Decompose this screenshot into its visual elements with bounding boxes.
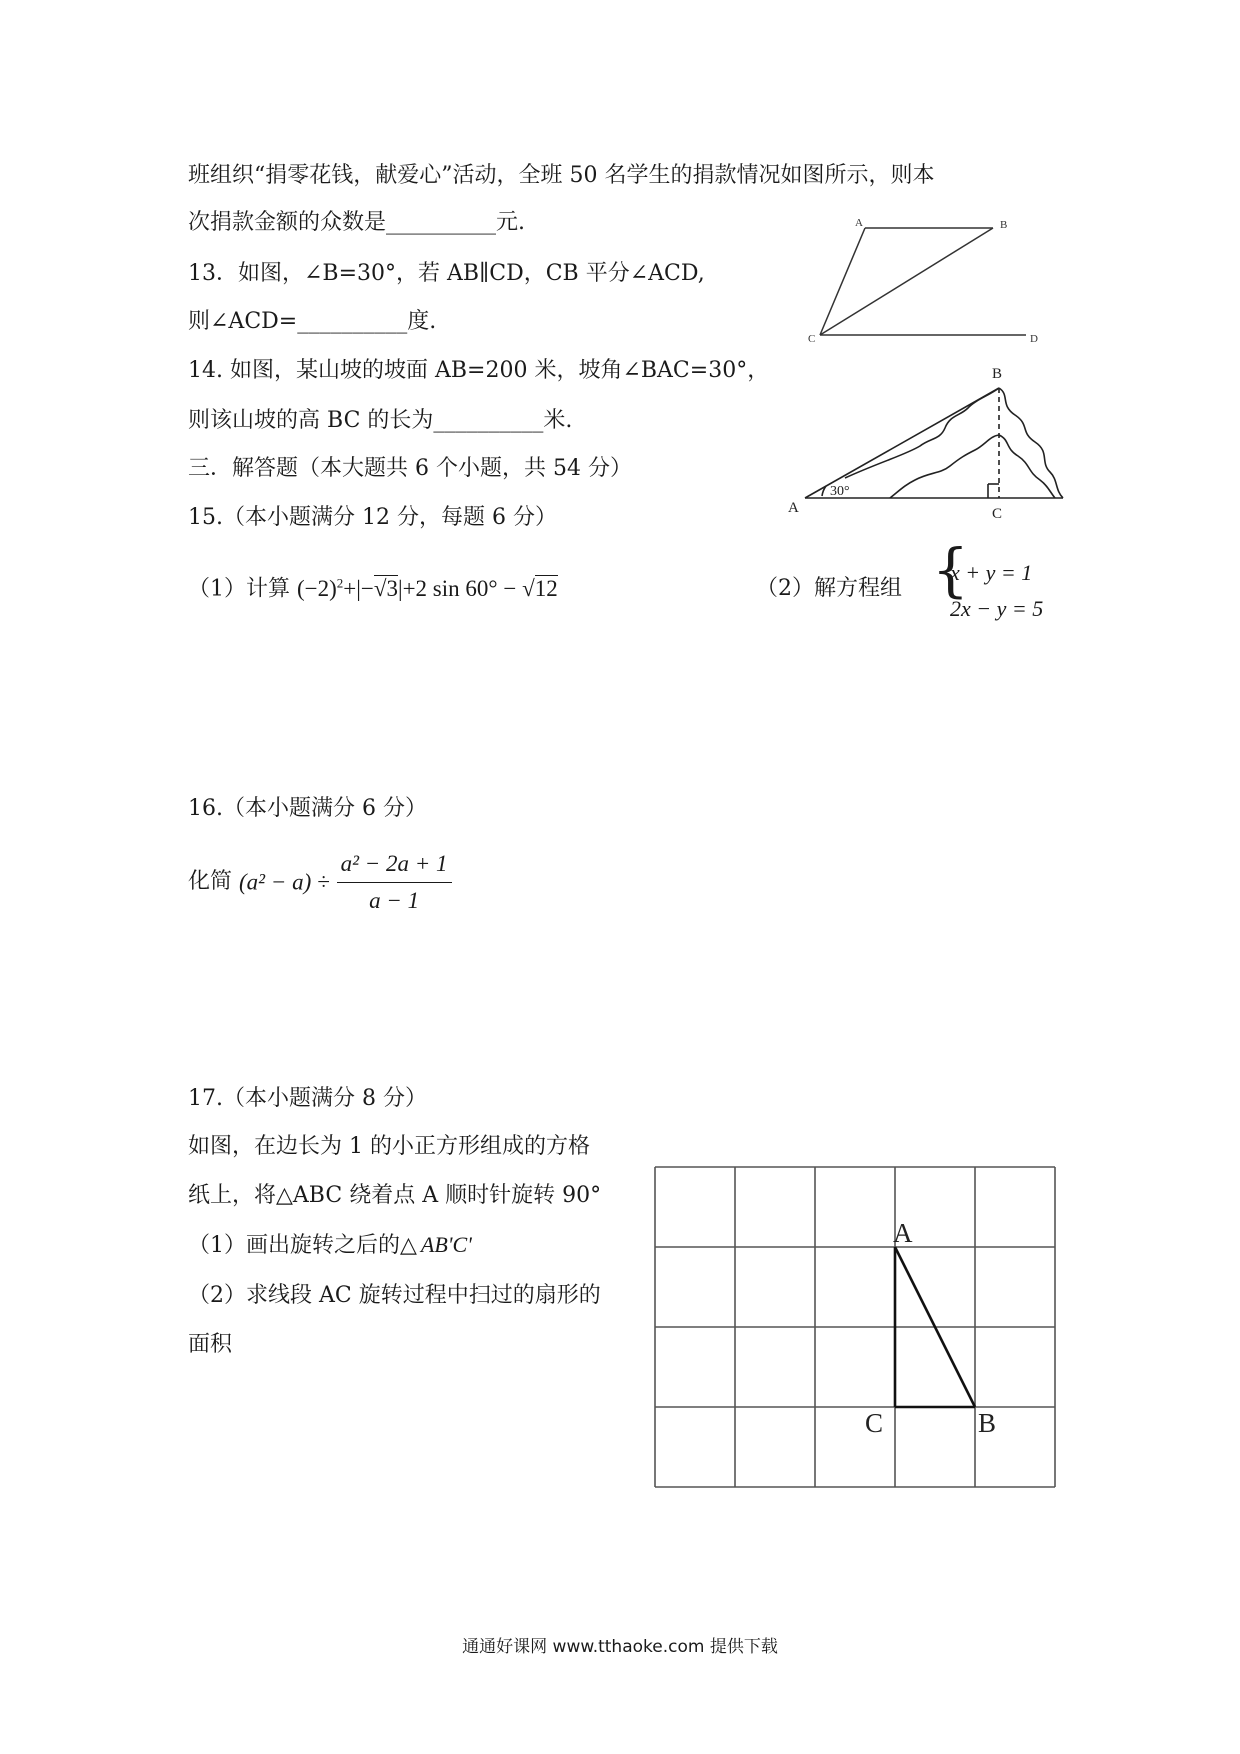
q15-calc-expression: $(-2)^2+|-√3|+2$ sin 60° − √12: [297, 575, 558, 601]
brace-icon: {: [932, 536, 969, 604]
fig14-label-a: A: [788, 500, 799, 516]
fig14-label-b: B: [992, 366, 1003, 382]
equation-1: x + y = 1: [950, 560, 1033, 585]
fig13-label-d: D: [1030, 333, 1038, 345]
fig14-angle: 30°: [830, 484, 850, 499]
q16-denominator: a − 1: [369, 887, 420, 913]
footer-credit: 通通好课网 www.tthaoke.com 提供下载: [462, 1637, 778, 1657]
q17-heading: 17.（本小题满分 8 分）: [188, 1086, 427, 1111]
q17-line5: 面积: [188, 1332, 233, 1357]
q17-line3: （1）画出旋转之后的△ AB'C': [188, 1232, 472, 1258]
q15-part2-label: （2）解方程组: [756, 576, 902, 601]
q15-part1-label: （1）计算: [188, 576, 290, 602]
q17-line2: 纸上，将△ABC 绕着点 A 顺时针旋转 90°: [188, 1183, 602, 1208]
fig17-label-b: B: [978, 1408, 997, 1438]
q12-line2: 次捐款金额的众数是__________元.: [188, 210, 525, 235]
q14-line1: 14. 如图，某山坡的坡面 AB=200 米，坡角∠BAC=30°，: [188, 358, 770, 383]
fig13-label-a: A: [855, 217, 863, 229]
q13-line1: 13．如图，∠B=30°，若 AB∥CD，CB 平分∠ACD,: [188, 261, 705, 286]
fig13-label-b: B: [1000, 219, 1008, 231]
q12-line1: 班组织“捐零花钱，献爱心”活动，全班 50 名学生的捐款情况如图所示，则本: [188, 163, 935, 188]
q14-line2: 则该山坡的高 BC 的长为__________米.: [188, 408, 573, 433]
fig17-label-c: C: [865, 1408, 884, 1438]
q13-line2: 则∠ACD=__________度.: [188, 309, 437, 334]
q16-numerator: a² − 2a + 1: [337, 850, 452, 883]
q17-line1: 如图，在边长为 1 的小正方形组成的方格: [188, 1134, 590, 1159]
equation-2: 2x − y = 5: [950, 596, 1044, 621]
q16-left: (a² − a) ÷: [239, 869, 330, 895]
q16-simplify-label: 化简: [188, 868, 233, 894]
q17-line4: （2）求线段 AC 旋转过程中扫过的扇形的: [188, 1283, 601, 1308]
q16-heading: 16.（本小题满分 6 分）: [188, 796, 427, 821]
section-3-heading: 三．解答题（本大题共 6 个小题，共 54 分）: [188, 456, 632, 481]
fig17-label-a: A: [893, 1218, 913, 1248]
q15-heading: 15.（本小题满分 12 分，每题 6 分）: [188, 505, 557, 530]
fig14-label-c: C: [992, 506, 1003, 522]
fig13-label-c: C: [808, 333, 816, 345]
